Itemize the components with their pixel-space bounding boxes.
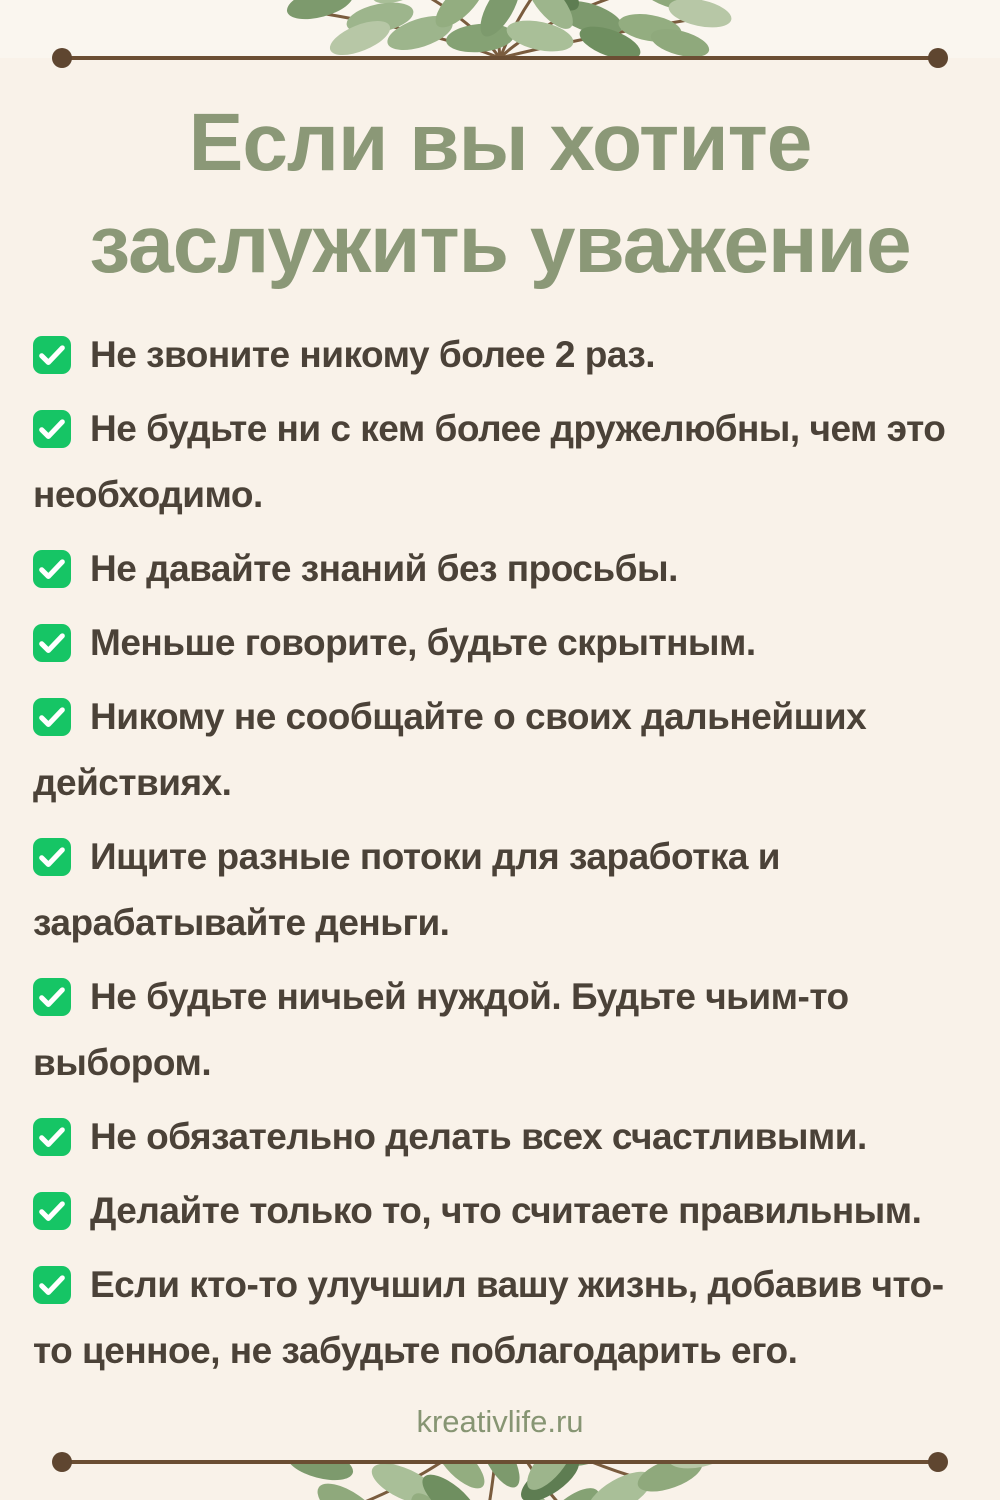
checklist-item — [33, 684, 967, 816]
checklist-item-text: Ищите разные потоки для заработка и зарабатывайте деньги. — [33, 836, 780, 943]
checklist-item — [33, 1104, 967, 1170]
checkbox-checked-icon — [33, 624, 71, 662]
eucalyptus-decoration-top — [0, 0, 1000, 58]
checklist-item — [33, 1252, 967, 1384]
checkbox-checked-icon — [33, 550, 71, 588]
checkbox-checked-icon — [33, 838, 71, 876]
eucalyptus-decoration-bottom — [0, 1464, 1000, 1500]
checklist-item — [33, 824, 967, 956]
checkbox-checked-icon — [33, 336, 71, 374]
checklist-item-text: Делайте только то, что считаете правильным. — [90, 1190, 922, 1231]
checkbox-checked-icon — [33, 698, 71, 736]
divider-dot-left — [52, 48, 72, 68]
page-title-line2: заслужить уважение — [89, 199, 911, 290]
checkbox-checked-icon — [33, 1118, 71, 1156]
checklist-item-text: Если кто-то улучшил вашу жизнь, добавив что-то ценное, не забудьте поблагодарить его. — [33, 1264, 944, 1371]
eucalyptus-leaves-graphic — [200, 0, 800, 58]
eucalyptus-leaves-graphic — [200, 1464, 800, 1500]
checklist-item — [33, 536, 967, 602]
site-footer: kreativlife.ru — [416, 1404, 584, 1439]
checklist-item-text: Никому не сообщайте о своих дальнейших действиях. — [33, 696, 867, 803]
checklist-item — [33, 964, 967, 1096]
top-divider — [62, 56, 938, 60]
divider-dot-right — [928, 48, 948, 68]
checklist — [33, 322, 967, 1392]
checklist-item — [33, 396, 967, 528]
checklist-item — [33, 322, 967, 388]
checklist-item-text: Не давайте знаний без просьбы. — [90, 548, 678, 589]
checkbox-checked-icon — [33, 978, 71, 1016]
checklist-item-text: Не звоните никому более 2 раз. — [90, 334, 656, 375]
checkbox-checked-icon — [33, 1192, 71, 1230]
checklist-item — [33, 610, 967, 676]
checkbox-checked-icon — [33, 410, 71, 448]
page-title-line1: Если вы хотите — [188, 97, 812, 188]
checklist-item — [33, 1178, 967, 1244]
checklist-item-text: Не обязательно делать всех счастливыми. — [90, 1116, 867, 1157]
checklist-item-text: Не будьте ни с кем более дружелюбны, чем это необходимо. — [33, 408, 946, 515]
checklist-item-text: Не будьте ничьей нуждой. Будьте чьим-то выбором. — [33, 976, 849, 1083]
checklist-item-text: Меньше говорите, будьте скрытным. — [90, 622, 756, 663]
checkbox-checked-icon — [33, 1266, 71, 1304]
page-title — [0, 92, 1000, 296]
